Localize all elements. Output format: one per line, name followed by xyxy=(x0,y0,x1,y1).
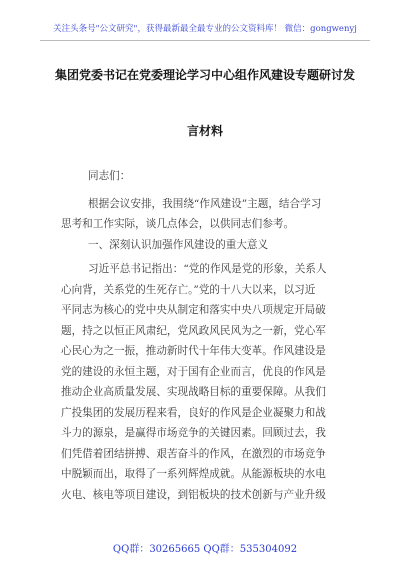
header-banner: 关注头条号"公文研究"，获得最新最全最专业的公文资料库！ 微信：gongwenyj xyxy=(53,24,357,34)
paragraph-1-line: 根据会议安排，我围绕“作风建设”主题，结合学习 xyxy=(88,198,322,210)
paragraph-2-line: 斗力的源泉，是赢得市场竞争的关键因素。回顾过去，我 xyxy=(61,427,326,439)
paragraph-2-line: 中脱颖而出，取得了一系列辉煌成就。从能源板块的水电 xyxy=(61,468,326,480)
document-title-line-2: 言材料 xyxy=(186,124,223,138)
paragraph-1-line: 思考和工作实际，谈几点体会，以供同志们参考。 xyxy=(61,218,295,230)
document-title-line-1: 集团党委书记在党委理论学习中心组作风建设专题研讨发 xyxy=(54,68,355,82)
paragraph-2-line: 平同志为核心的党中央从制定和落实中央八项规定开局破 xyxy=(61,304,326,316)
paragraph-2-line: 广投集团的发展历程来看，良好的作风是企业凝聚力和战 xyxy=(61,407,326,419)
footer-contact: QQ群：30265665 QQ群：535304092 xyxy=(112,544,298,555)
paragraph-2-line: 题，持之以恒正风肃纪，党风政风民风为之一新，党心军 xyxy=(61,325,326,337)
paragraph-2-line: 心民心为之一振，推动新时代十年伟大变革。作风建设是 xyxy=(61,345,326,357)
paragraph-2-line: 党的建设的永恒主题，对于国有企业而言，优良的作风是 xyxy=(61,366,326,378)
paragraph-2-line: 火电、核电等项目建设，到铝板块的技术创新与产业升级 xyxy=(61,489,326,501)
paragraph-2-line: 心向背，关系党的生死存亡。”党的十八大以来，以习近 xyxy=(61,284,316,296)
paragraph-2-line: 习近平总书记指出：“党的作风是党的形象，关系人 xyxy=(88,263,327,275)
paragraph-2-line: 推动企业高质量发展、实现战略目标的重要保障。从我们 xyxy=(61,386,326,398)
header-divider xyxy=(40,40,370,41)
paragraph-2-line: 们凭借着团结拼搏、艰苦奋斗的作风，在激烈的市场竞争 xyxy=(61,448,326,460)
section-heading: 一、深刻认识加强作风建设的重大意义 xyxy=(88,239,269,251)
salutation: 同志们： xyxy=(88,170,131,182)
